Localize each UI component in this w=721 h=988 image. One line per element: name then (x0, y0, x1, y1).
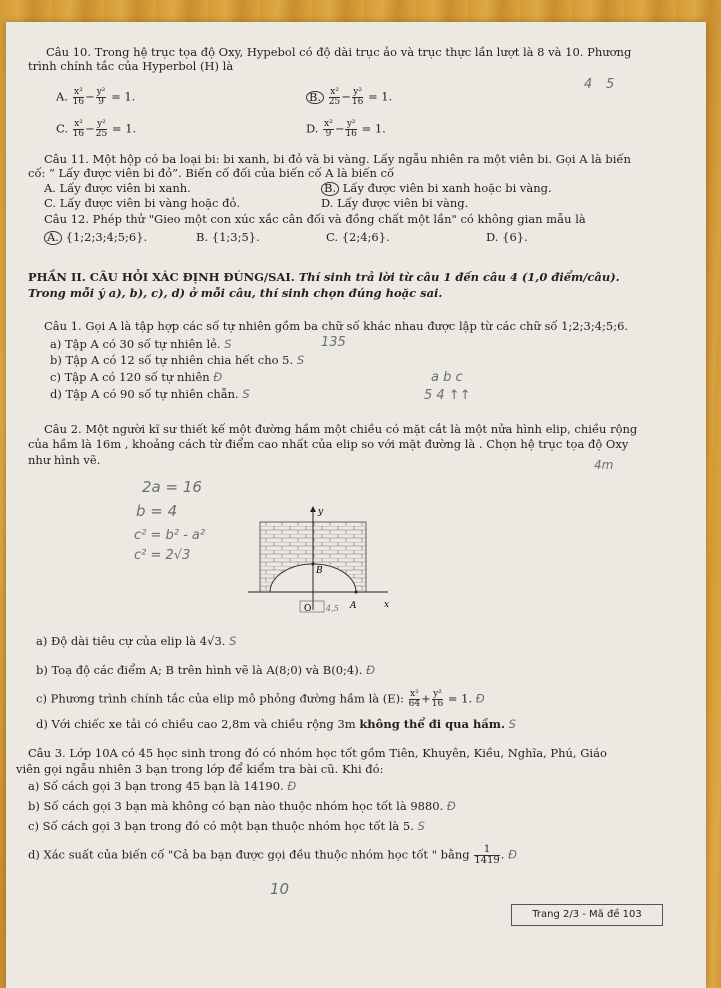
s3-d-answer-mark: Đ (508, 847, 517, 862)
s1-d-answer-mark: S (242, 387, 250, 401)
s3-handwritten-score: 10 (270, 880, 290, 898)
s2-stem-line1: Câu 2. Một người kĩ sư thiết kế một đường hầm một chiều có mặt cắt là một nửa hình elip, chiều rộng (44, 422, 638, 436)
q10-d-frac2: $\frac{\text{y²}}{16}$ (345, 119, 357, 139)
s2-item-b[interactable]: b) Toạ độ các điểm A; B trên hình vẽ là A(8;0) và B(0;4). Đ (36, 663, 375, 677)
s3-stem-line1: Câu 3. Lớp 10A có 45 học sinh trong đó có nhóm học tốt gồm Tiên, Khuyên, Kiều, Nghĩa, Phú, Giáo (28, 746, 607, 760)
q10-stem-line1: Câu 10. Trong hệ trục tọa độ Oxy, Hypebol có độ dài trục ảo và trục thực lần lượt là 8 và 10. Phương (46, 45, 632, 59)
point-a-label: A (350, 601, 357, 611)
origin-label: O (304, 604, 312, 614)
q10-option-b-label-circled: B. (306, 91, 324, 105)
q10-option-a-label: A. (56, 89, 68, 104)
q10-option-d-label: D. (306, 121, 319, 136)
q12-option-a-label-circled: A. (44, 231, 62, 245)
q10-option-b[interactable]: B. $\frac{\text{x²}}{25}$ − $\frac{\text{y²}}{16}$ = 1. (306, 88, 392, 107)
s1-handwritten-note-1: 135 (321, 335, 346, 350)
s2-handwritten-work-2: b = 4 (136, 502, 178, 520)
point-a (355, 591, 358, 594)
x-label: x (384, 600, 390, 610)
s2-a-answer-mark: S (229, 634, 237, 648)
q12-option-b[interactable]: B. {1;3;5}. (196, 230, 260, 244)
fig-handwritten-note: 4,5 (326, 604, 339, 613)
y-label: y (318, 507, 324, 517)
q12-option-c[interactable]: C. {2;4;6}. (326, 230, 390, 244)
s2-item-d[interactable]: d) Với chiếc xe tải có chiều cao 2,8m và chiều rộng 3m không thể đi qua hầm. S (36, 717, 516, 731)
tunnel-figure (238, 502, 398, 614)
s2-d-answer-mark: S (508, 717, 516, 731)
s1-item-d[interactable]: d) Tập A có 90 số tự nhiên chẵn. S (50, 387, 250, 401)
q10-option-a[interactable]: A. $\frac{\text{x²}}{16}$ − $\frac{\text{y²}}{9}$ = 1. (56, 87, 136, 107)
q10-option-c[interactable]: C. $\frac{\text{x²}}{16}$ − $\frac{\text{y²}}{25}$ = 1. (56, 119, 137, 139)
q10-option-d[interactable]: D. $\frac{\text{x²}}{9}$ − $\frac{\text{y²}}{16}$ = 1. (306, 119, 386, 139)
q11-option-c[interactable]: C. Lấy được viên bi vàng hoặc đỏ. (44, 196, 241, 210)
s2-c-frac2: $\frac{\text{y²}}{16}$ (431, 689, 444, 709)
s1-item-b[interactable]: b) Tập A có 12 số tự nhiên chia hết cho 5. S (50, 353, 305, 367)
part2-instructions: Trong mỗi ý a), b), c), d) ở mỗi câu, thí sinh chọn đúng hoặc sai. (28, 286, 443, 300)
s3-item-b[interactable]: b) Số cách gọi 3 bạn mà không có bạn nào thuộc nhóm học tốt là 9880. Đ (28, 799, 456, 813)
s2-c-answer-mark: Đ (475, 691, 485, 706)
q10-stem-line2: trình chính tắc của Hyperbol (H) là (28, 59, 234, 73)
q11-option-b[interactable]: B. Lấy được viên bi xanh hoặc bi vàng. (321, 181, 552, 196)
q10-b-frac2: $\frac{\text{y²}}{16}$ (351, 87, 364, 107)
q12-stem: Câu 12. Phép thử "Gieo một con xúc xắc cân đối và đồng chất một lần" có không gian mẫu là (44, 212, 586, 226)
point-b-label: B (316, 566, 323, 576)
s3-stem-line2: viên gọi ngẫu nhiên 3 bạn trong lớp để kiểm tra bài cũ. Khi đó: (16, 762, 384, 776)
s2-handwritten-work-3: c² = b² - a² (134, 528, 206, 543)
q10-b-frac1: $\frac{\text{x²}}{25}$ (328, 87, 341, 107)
s1-stem: Câu 1. Gọi A là tập hợp các số tự nhiên gồm ba chữ số khác nhau được lập từ các chữ số 1;2;3;4;5;6. (44, 319, 629, 333)
part2-heading: PHẦN II. CÂU HỎI XÁC ĐỊNH ĐÚNG/SAI. Thí sinh trả lời từ câu 1 đến câu 4 (1,0 điểm/câu). (28, 270, 620, 284)
s3-a-answer-mark: Đ (287, 779, 297, 793)
q10-c-frac2: $\frac{\text{y²}}{25}$ (95, 119, 108, 139)
page-footer: Trang 2/3 - Mã đề 103 (511, 904, 663, 926)
q12-option-a[interactable]: A. {1;2;3;4;5;6}. (44, 230, 147, 245)
s2-c-frac1: $\frac{\text{x²}}{64}$ (408, 689, 421, 709)
q10-handwritten-note-2: 5 (606, 77, 615, 92)
y-axis-arrow (310, 506, 316, 512)
s1-item-c[interactable]: c) Tập A có 120 số tự nhiên Đ (50, 370, 223, 384)
q10-a-frac2: $\frac{\text{y²}}{9}$ (96, 87, 106, 107)
s2-stem-line3: như hình vẽ. (28, 453, 101, 467)
s2-handwritten-work-1: 2a = 16 (142, 478, 202, 496)
q11-option-d[interactable]: D. Lấy được viên bi vàng. (321, 196, 469, 210)
s2-stem-line2: của hầm là 16m , khoảng cách từ điểm cao nhất của elip so với mặt đường là . Chọn hệ trục tọa độ Oxy (28, 437, 629, 451)
s2-handwritten-work-4: c² = 2√3 (134, 548, 191, 563)
s1-b-answer-mark: S (296, 353, 305, 367)
s3-b-answer-mark: Đ (446, 799, 456, 813)
s2-item-c[interactable]: c) Phương trình chính tắc của elip mô phỏng đường hầm là (E): $\frac{\text{x²}}{64}$ + $\frac{\text{y²}}{16}$ = 1. Đ (36, 689, 485, 709)
s3-item-a[interactable]: a) Số cách gọi 3 bạn trong 45 bạn là 14190. Đ (28, 779, 297, 793)
q10-a-frac1: $\frac{\text{x²}}{16}$ (72, 87, 85, 107)
q11-option-a[interactable]: A. Lấy được viên bi xanh. (44, 181, 191, 195)
s3-item-d[interactable]: d) Xác suất của biến cố "Cả ba bạn được gọi đều thuộc nhóm học tốt " bằng $\frac{1}{1419}$ . Đ (28, 844, 517, 866)
s3-item-c[interactable]: c) Số cách gọi 3 bạn trong đó có một bạn thuộc nhóm học tốt là 5. S (28, 819, 425, 833)
point-b (312, 563, 315, 566)
q11-stem-line1: Câu 11. Một hộp có ba loại bi: bi xanh, bi đỏ và bi vàng. Lấy ngẫu nhiên ra một viên bi. Gọi A là biến (44, 152, 631, 166)
s1-a-answer-mark: S (224, 337, 232, 351)
s1-handwritten-note-3: 5 4 ↑↑ (424, 388, 471, 403)
s1-handwritten-note-2: a b c (431, 370, 463, 385)
s3-d-frac: $\frac{1}{1419}$ (474, 844, 500, 866)
q10-handwritten-note-1: 4 (584, 77, 593, 92)
q10-d-frac1: $\frac{\text{x²}}{9}$ (324, 119, 333, 139)
s1-item-a[interactable]: a) Tập A có 30 số tự nhiên lẻ. S (50, 337, 232, 351)
exam-page (6, 22, 706, 988)
q11-option-b-label-circled: B. (321, 182, 339, 196)
s2-handwritten-4m: 4m (594, 458, 614, 472)
q10-c-frac1: $\frac{\text{x²}}{16}$ (72, 119, 85, 139)
tunnel-figure-svg (238, 502, 398, 614)
q10-option-c-label: C. (56, 121, 69, 136)
s2-b-answer-mark: Đ (366, 663, 375, 677)
s3-c-answer-mark: S (417, 819, 425, 833)
s1-c-answer-mark: Đ (213, 370, 223, 384)
s2-item-a[interactable]: a) Độ dài tiêu cự của elip là 4√3. S (36, 634, 237, 648)
q12-option-d[interactable]: D. {6}. (486, 230, 528, 244)
q11-stem-line2: cố: “ Lấy được viên bi đỏ”. Biến cố đối của biến cố A là biến cố (28, 166, 394, 180)
